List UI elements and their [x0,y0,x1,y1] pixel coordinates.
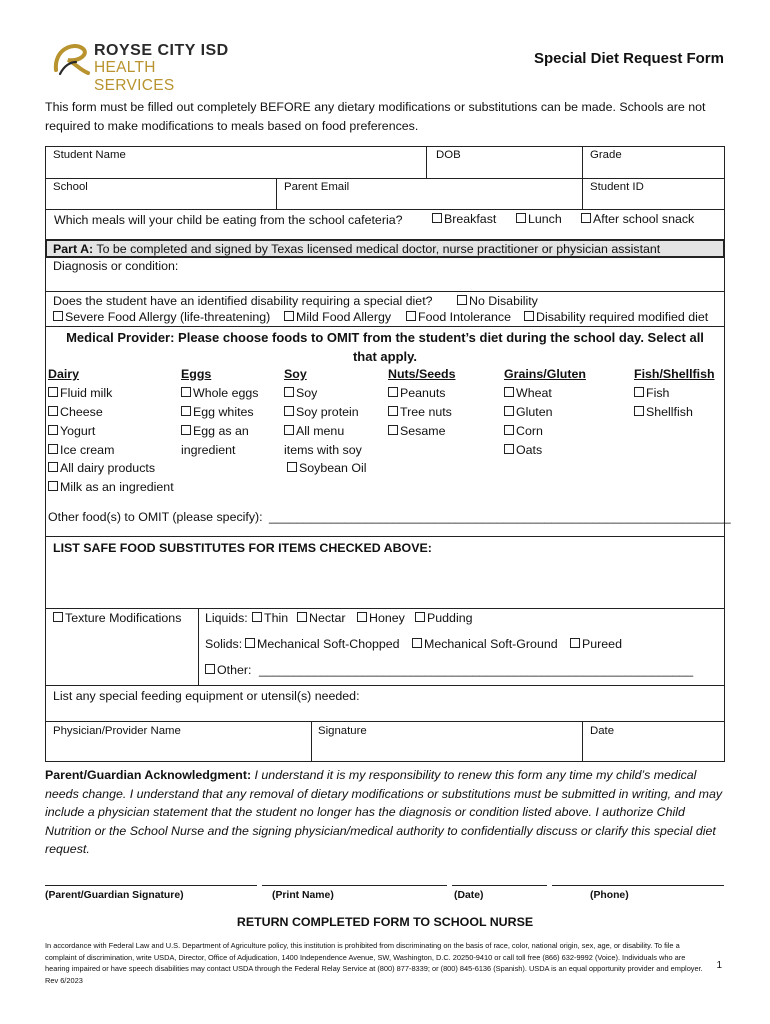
nectar-checkbox[interactable]: Nectar [297,611,346,625]
grains-heading: Grains/Gluten [504,367,586,381]
egg-whites-checkbox[interactable]: Egg whites [181,405,254,419]
texture-options-cell [198,608,725,686]
logo-emblem-icon [50,40,92,80]
physician-date-label: Date [590,725,615,737]
medical-provider-heading-1: Medical Provider: Please choose foods to OMIT from the student’s diet during the school day. Select all [66,330,704,345]
part-a-title [53,242,660,256]
school-field[interactable] [45,178,277,210]
all-menu-soy-checkbox[interactable]: All menu [284,424,344,438]
dob-field[interactable] [426,146,583,179]
liquids-label: Liquids: [205,611,248,625]
nuts-heading: Nuts/Seeds [388,367,456,381]
disability-question: Does the student have an identified disability requiring a special diet? [53,294,433,308]
mild-allergy-checkbox[interactable]: Mild Food Allergy [284,310,391,324]
district-logo [50,40,230,94]
acknowledgment [45,766,725,859]
dob-label: DOB [436,149,461,161]
thin-checkbox[interactable]: Thin [252,611,288,625]
student-id-field[interactable] [582,178,725,210]
egg-ingredient-continuation: ingredient [181,443,236,457]
dairy-heading: Dairy [48,367,79,381]
soy-protein-checkbox[interactable]: Soy protein [284,405,359,419]
school-label: School [53,181,88,193]
parent-signature-line[interactable] [45,885,257,886]
physician-date-field[interactable] [582,721,725,762]
whole-eggs-checkbox[interactable]: Whole eggs [181,386,258,400]
grade-field[interactable] [582,146,725,179]
page-number: 1 [716,960,722,971]
lunch-checkbox[interactable]: Lunch [516,212,562,226]
physician-signature-label: Signature [318,725,367,737]
yogurt-checkbox[interactable]: Yogurt [48,424,95,438]
omit-foods-section [45,326,731,537]
mech-soft-chopped-checkbox[interactable]: Mechanical Soft-Chopped [245,637,400,651]
corn-checkbox[interactable]: Corn [504,424,543,438]
shellfish-checkbox[interactable]: Shellfish [634,405,693,419]
pudding-checkbox[interactable]: Pudding [415,611,472,625]
return-note: RETURN COMPLETED FORM TO SCHOOL NURSE [236,915,534,929]
no-disability-checkbox[interactable]: No Disability [457,294,538,308]
texture-modifications-checkbox[interactable]: Texture Modifications [53,611,181,625]
wheat-checkbox[interactable]: Wheat [504,386,552,400]
physician-signature-field[interactable] [311,721,583,762]
student-name-field[interactable] [45,146,427,179]
soy-heading: Soy [284,367,307,381]
eggs-heading: Eggs [181,367,212,381]
part-a-heading: To be completed and signed by Texas licensed medical doctor, nurse practitioner or physician assistant [93,242,661,256]
grade-label: Grade [590,149,622,161]
physician-name-label: Physician/Provider Name [53,725,181,737]
disability-diet-checkbox[interactable]: Disability required modified diet [524,310,708,324]
date-line[interactable] [452,885,547,886]
acknowledgment-text: I understand it is my responsibility to renew this form any time my child’s medical needs change. I understand that any removal of dietary modifications or substitutions must be submitted in writing, and may include a physician statement that the student no longer has the diagnosis or condition listed above. I authorize Child Nutrition or the School Nurse and the signing physician/medical authority to confidentially discuss or clarify this special diet request. [45,768,723,856]
other-texture-blank[interactable]: _______________________________________________________________ [259,663,694,677]
food-intolerance-checkbox[interactable]: Food Intolerance [406,310,511,324]
part-a-header [45,239,725,258]
pureed-checkbox[interactable]: Pureed [570,637,622,651]
all-dairy-checkbox[interactable]: All dairy products [48,461,155,475]
breakfast-checkbox[interactable]: Breakfast [432,212,496,226]
date-label: (Date) [454,890,484,901]
diagnosis-field[interactable] [45,257,725,292]
substitutes-field[interactable] [45,536,725,609]
nondiscrimination-footer: In accordance with Federal Law and U.S. Department of Agriculture policy, this institution is prohibited from discriminating on the basis of race, color, national origin, sex, age, or disability. To file a complaint of discrimination, write USDA, Director, Office of Adjudication, 1400 Independence Avenue, SW, Washington, D.C. 20250-9410 or call toll free (866) 632-9992 (Voice). Individuals who are hearing impaired or have speech disabilities may contact USDA through the Federal Relay Service at (800) 877-8339; or (800) 845-6136 (Spanish). USDA is an equal opportunity provider and employer. Rev 6/2023 [45,941,703,985]
fish-checkbox[interactable]: Fish [634,386,669,400]
sesame-checkbox[interactable]: Sesame [388,424,445,438]
medical-provider-heading-2: that apply. [352,349,418,364]
print-name-label: (Print Name) [272,890,334,901]
all-menu-soy-continuation: items with soy [284,443,362,457]
mech-soft-ground-checkbox[interactable]: Mechanical Soft-Ground [412,637,558,651]
equipment-label: List any special feeding equipment or utensil(s) needed: [53,689,360,703]
after-school-snack-checkbox[interactable]: After school snack [581,212,694,226]
peanuts-checkbox[interactable]: Peanuts [388,386,445,400]
meals-question: Which meals will your child be eating from the school cafeteria? [54,213,403,227]
oats-checkbox[interactable]: Oats [504,443,542,457]
parent-email-field[interactable] [276,178,583,210]
severe-allergy-checkbox[interactable]: Severe Food Allergy (life-threatening) [53,310,270,324]
equipment-field[interactable] [45,685,725,722]
logo-text-line1: ROYSE CITY ISD [94,42,229,59]
substitutes-heading: LIST SAFE FOOD SUBSTITUTES FOR ITEMS CHECKED ABOVE: [53,541,432,555]
texture-cell [45,608,199,686]
fish-heading: Fish/Shellfish [634,367,715,381]
disability-section [45,291,725,327]
parent-signature-label: (Parent/Guardian Signature) [45,890,184,901]
soy-checkbox[interactable]: Soy [284,386,317,400]
other-omit-label: Other food(s) to OMIT (please specify): [48,510,263,524]
cheese-checkbox[interactable]: Cheese [48,405,103,419]
gluten-checkbox[interactable]: Gluten [504,405,553,419]
meals-row [45,209,725,240]
diagnosis-label: Diagnosis or condition: [53,259,179,273]
tree-nuts-checkbox[interactable]: Tree nuts [388,405,452,419]
physician-name-field[interactable] [45,721,312,762]
egg-ingredient-checkbox[interactable]: Egg as an [181,424,249,438]
intro-text: This form must be filled out completely BEFORE any dietary modifications or substitutions can be made. Schools are not required to make modifications to meals based on food preferences. [45,100,706,133]
student-name-label: Student Name [53,149,126,161]
part-a-prefix: Part A: [53,242,94,256]
soybean-oil-checkbox[interactable]: Soybean Oil [287,461,367,475]
other-texture-checkbox[interactable]: Other: [205,663,251,677]
solids-label: Solids: [205,637,243,651]
milk-ingredient-checkbox[interactable]: Milk as an ingredient [48,480,174,494]
acknowledgment-label: Parent/Guardian Acknowledgment: [45,768,252,782]
parent-email-label: Parent Email [284,181,350,193]
other-omit-blank[interactable]: ___________________________________________________________________ [269,510,731,524]
fluid-milk-checkbox[interactable]: Fluid milk [48,386,112,400]
honey-checkbox[interactable]: Honey [357,611,405,625]
ice-cream-checkbox[interactable]: Ice cream [48,443,114,457]
phone-label: (Phone) [590,890,629,901]
form-title: Special Diet Request Form [533,50,724,67]
print-name-line[interactable] [262,885,447,886]
student-id-label: Student ID [590,181,644,193]
logo-text-line2: HEALTH SERVICES [94,59,175,94]
phone-line[interactable] [552,885,724,886]
